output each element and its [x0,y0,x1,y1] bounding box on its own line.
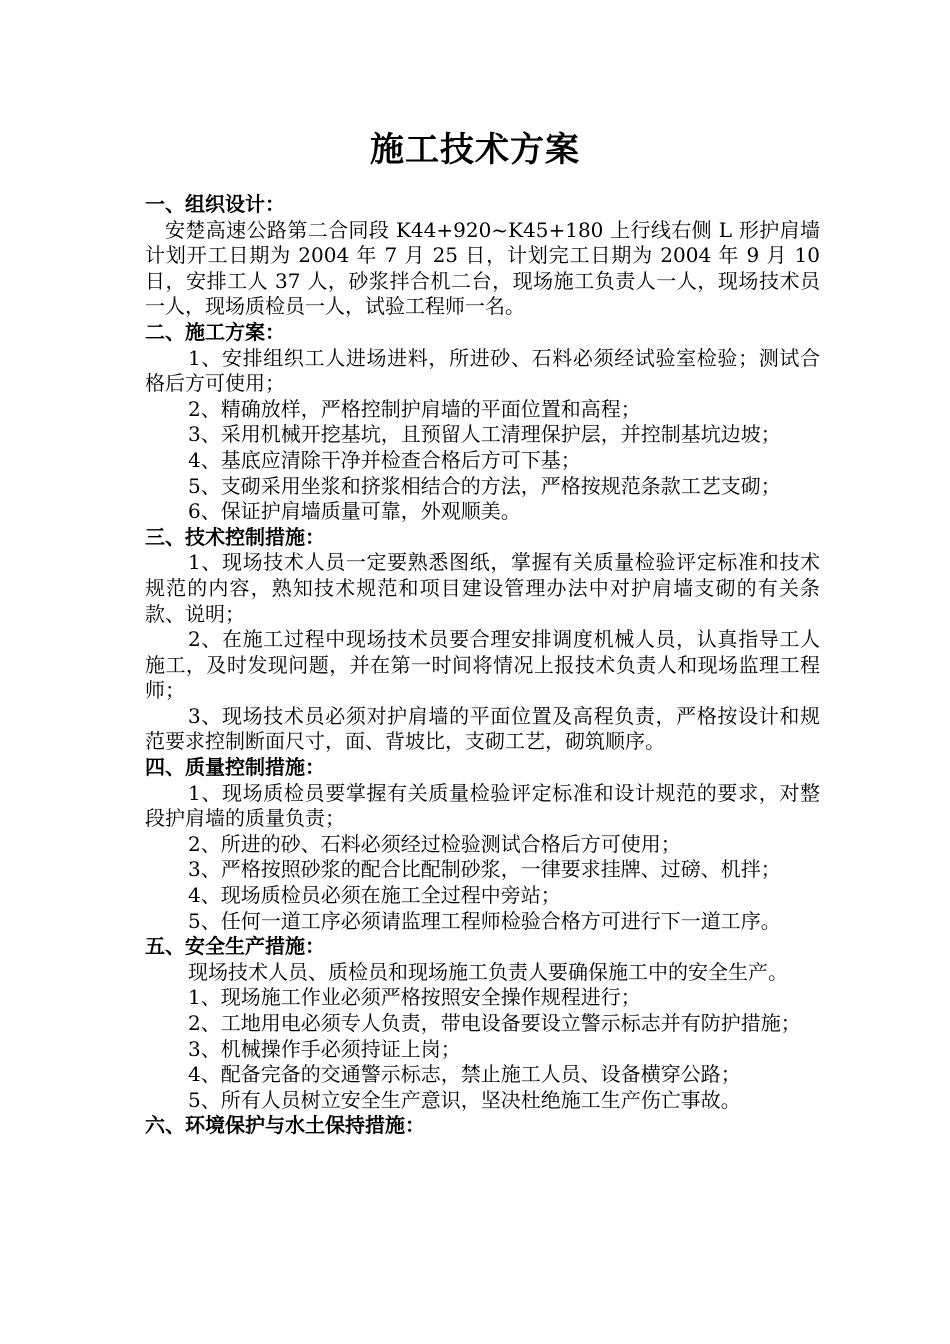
list-item: 1、安排组织工人进场进料，所进砂、石料必须经试验室检验；测试合格后方可使用； [145,345,820,396]
list-item: 3、严格按照砂浆的配合比配制砂浆，一律要求挂牌、过磅、机拌； [188,857,781,882]
list-item: 3、机械操作手必须持证上岗； [188,1036,461,1061]
section-heading: 三、技术控制措施： [145,524,325,549]
list-item: 1、现场质检员要掌握有关质量检验评定标准和设计规范的要求，对整段护肩墙的质量负责； [145,780,820,831]
list-item: 4、基底应清除干净并检查合格后方可下基； [188,447,581,472]
list-item: 1、现场技术人员一定要熟悉图纸，掌握有关质量检验评定标准和技术规范的内容，熟知技术规范和项目建设管理办法中对护肩墙支砌的有关条款、说明； [145,550,820,626]
section-heading: 二、施工方案： [145,319,285,344]
section-heading: 五、安全生产措施： [145,934,325,959]
section-heading: 六、环境保护与水土保持措施： [145,1113,425,1138]
list-item: 1、现场施工作业必须严格按照安全操作规程进行； [188,985,641,1010]
list-item: 2、在施工过程中现场技术员要合理安排调度机械人员，认真指导工人施工，及时发现问题，并在第一时间将情况上报技术负责人和现场监理工程师； [145,627,820,703]
list-item: 5、支砌采用坐浆和挤浆相结合的方法，严格按规范条款工艺支砌； [188,473,781,498]
document-title: 施工技术方案 [370,130,580,170]
body-paragraph: 现场技术人员、质检员和现场施工负责人要确保施工中的安全生产。 [188,959,788,984]
list-item: 4、配备完备的交通警示标志，禁止施工人员、设备横穿公路； [188,1062,741,1087]
list-item: 3、采用机械开挖基坑，且预留人工清理保护层，并控制基坑边坡； [188,422,781,447]
list-item: 3、现场技术员必须对护肩墙的平面位置及高程负责，严格按设计和规范要求控制断面尺寸，面、背坡比，支砌工艺，砌筑顺序。 [145,703,820,754]
list-item: 2、精确放样，严格控制护肩墙的平面位置和高程； [188,396,641,421]
document-body [145,192,820,1139]
list-item: 5、任何一道工序必须请监理工程师检验合格方可进行下一道工序。 [188,908,781,933]
body-paragraph: 安楚高速公路第二合同段 K44+920~K45+180 上行线右侧 L 形护肩墙计划开工日期为 2004 年 7 月 25 日，计划完工日期为 2004 年 9 月 10 日，安排工人 37 人，砂浆拌合机二台，现场施工负责人一人，现场技术员一人，现场质检员一人，试验工程师一名。 [145,217,820,319]
list-item: 4、现场质检员必须在施工全过程中旁站； [188,883,561,908]
list-item: 6、保证护肩墙质量可靠，外观顺美。 [188,499,521,524]
section-heading: 一、组织设计： [145,192,285,216]
section-heading: 四、质量控制措施： [145,755,325,780]
list-item: 5、所有人员树立安全生产意识，坚决杜绝施工生产伤亡事故。 [188,1087,741,1112]
list-item: 2、所进的砂、石料必须经过检验测试合格后方可使用； [188,831,681,856]
list-item: 2、工地用电必须专人负责，带电设备要设立警示标志并有防护措施； [188,1011,801,1035]
